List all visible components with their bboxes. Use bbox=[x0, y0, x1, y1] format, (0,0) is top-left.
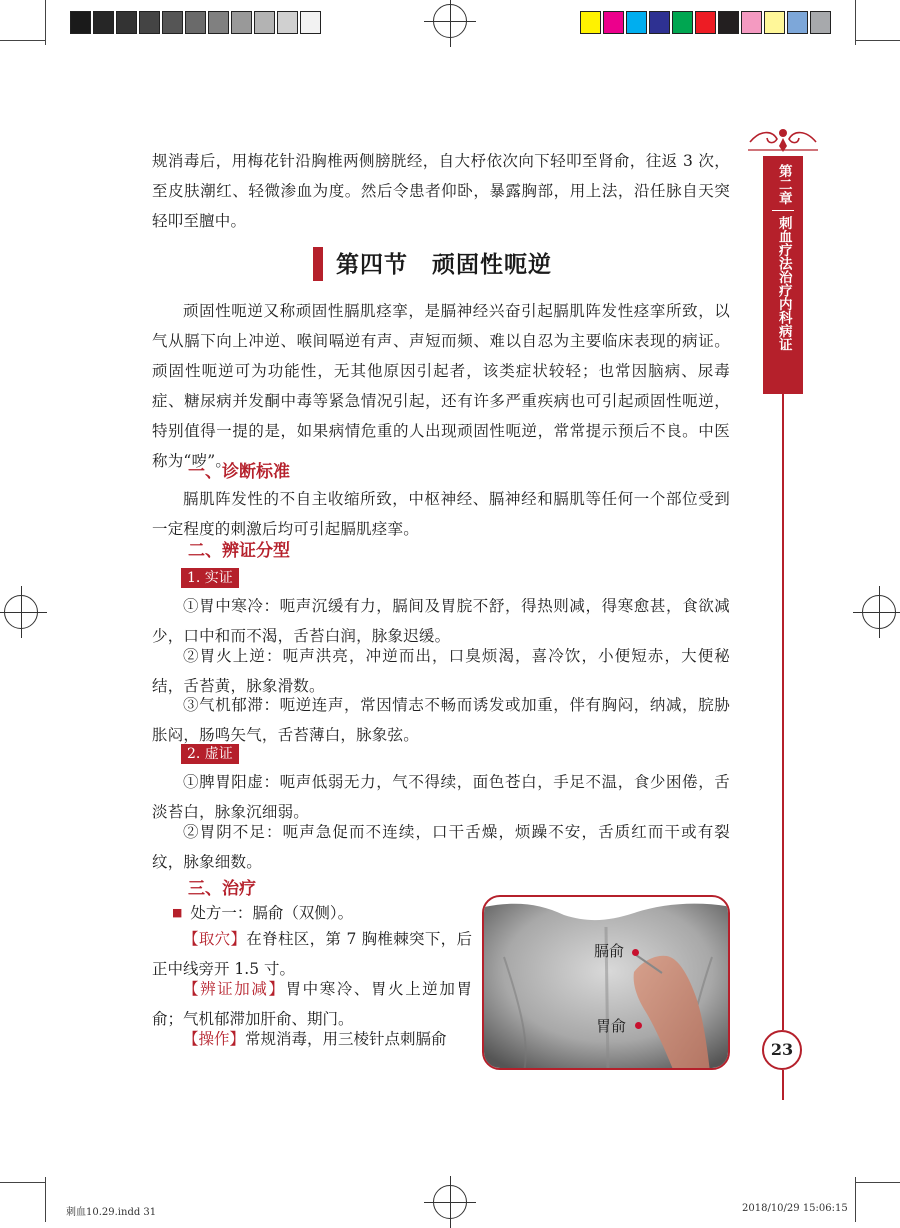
back-illustration bbox=[484, 897, 730, 1070]
gray-swatch bbox=[300, 11, 321, 34]
gray-swatch bbox=[162, 11, 183, 34]
gray-swatch bbox=[70, 11, 91, 34]
tag-excess-pattern: 1. 实证 bbox=[181, 568, 239, 588]
crop-mark bbox=[0, 40, 45, 41]
color-swatch bbox=[580, 11, 601, 34]
slug-timestamp: 2018/10/29 15:06:15 bbox=[742, 1203, 848, 1214]
color-swatch bbox=[718, 11, 739, 34]
color-swatch bbox=[672, 11, 693, 34]
registration-mark bbox=[433, 1185, 467, 1219]
registration-mark bbox=[862, 595, 896, 629]
page-number: 23 bbox=[762, 1030, 802, 1070]
heading-diagnosis: 一、诊断标准 bbox=[188, 462, 290, 482]
crop-mark bbox=[855, 1182, 900, 1183]
color-swatch bbox=[603, 11, 624, 34]
slug-filename: 刺血10.29.indd 31 bbox=[66, 1207, 157, 1218]
diagnosis-paragraph: 膈肌阵发性的不自主收缩所致，中枢神经、膈神经和膈肌等任何一个部位受到一定程度的刺激后均可引起膈肌痉挛。 bbox=[152, 490, 730, 538]
color-swatch bbox=[810, 11, 831, 34]
color-swatch bbox=[787, 11, 808, 34]
geshu-point-icon bbox=[632, 949, 639, 956]
gray-swatch bbox=[254, 11, 275, 34]
crop-mark bbox=[45, 0, 46, 45]
gray-swatch bbox=[116, 11, 137, 34]
crop-mark bbox=[855, 40, 900, 41]
gray-swatch bbox=[139, 11, 160, 34]
color-swatch bbox=[741, 11, 762, 34]
color-swatch bbox=[695, 11, 716, 34]
chapter-rule bbox=[782, 394, 784, 1030]
top-paragraph: 规消毒后，用梅花针沿胸椎两侧膀胱经，自大杼依次向下轻叩至肾俞，往返 3 次，至皮肤潮红、轻微渗血为度。然后令患者仰卧，暴露胸部，用上法，沿任脉自天突轻叩至膻中。 bbox=[152, 152, 730, 230]
excess-item-1: ①胃中寒冷：呃声沉缓有力，膈间及胃脘不舒，得热则减，得寒愈甚，食欲减少，口中和而不渴，舌苔白润，脉象迟缓。 bbox=[152, 597, 730, 645]
operation-label: 【操作】 bbox=[183, 1030, 246, 1048]
chapter-number: 第二章 bbox=[775, 164, 792, 205]
bullet-icon: ■ bbox=[172, 906, 183, 919]
acupoint-text: 在脊柱区，第 7 胸椎棘突下，后正中线旁开 1.5 寸。 bbox=[152, 930, 472, 978]
deficiency-item-2: ②胃阴不足：呃声急促而不连续，口干舌燥，烦躁不安，舌质红而干或有裂纹，脉象细数。 bbox=[152, 823, 730, 871]
gray-swatch bbox=[231, 11, 252, 34]
prescription-line bbox=[172, 900, 353, 926]
weishu-point-icon bbox=[635, 1022, 642, 1029]
modify-text: 胃中寒冷、胃火上逆加胃俞；气机郁滞加肝俞、期门。 bbox=[152, 980, 472, 1028]
crop-mark bbox=[855, 1177, 856, 1222]
acupoint-photo bbox=[482, 895, 730, 1070]
chapter-rule bbox=[782, 1070, 784, 1100]
label-geshu: 膈俞 bbox=[594, 942, 625, 960]
gray-swatch bbox=[277, 11, 298, 34]
crop-mark bbox=[45, 1177, 46, 1222]
label-weishu: 胃俞 bbox=[596, 1017, 627, 1035]
excess-item-2: ②胃火上逆：呃声洪亮，冲逆而出，口臭烦渴，喜冷饮，小便短赤，大便秘结，舌苔黄，脉象滑数。 bbox=[152, 647, 730, 695]
registration-mark bbox=[4, 595, 38, 629]
color-swatch bbox=[626, 11, 647, 34]
prescription-title: 处方一：膈俞（双侧）。 bbox=[190, 904, 354, 922]
color-swatch bbox=[764, 11, 785, 34]
operation-text: 常规消毒，用三棱针点刺膈俞 bbox=[245, 1030, 447, 1048]
color-swatch bbox=[649, 11, 670, 34]
acupoint-label: 【取穴】 bbox=[183, 930, 247, 948]
section-title-bar bbox=[313, 247, 323, 281]
operation-paragraph bbox=[152, 1024, 472, 1054]
tag-deficiency-pattern: 2. 虚证 bbox=[181, 744, 239, 764]
excess-item-3: ③气机郁滞：呃逆连声，常因情志不畅而诱发或加重，伴有胸闷，纳减，脘胁胀闷，肠鸣矢气，舌苔薄白，脉象弦。 bbox=[152, 696, 730, 744]
chapter-tab bbox=[763, 156, 803, 394]
chapter-title: 刺血疗法治疗内科病证 bbox=[775, 215, 792, 351]
heading-treatment: 三、治疗 bbox=[188, 879, 256, 899]
deficiency-item-1: ①脾胃阳虚：呃声低弱无力，气不得续，面色苍白，手足不温，食少困倦，舌淡苔白，脉象沉细弱。 bbox=[152, 773, 730, 821]
modify-label: 【辨证加减】 bbox=[183, 980, 286, 998]
gray-swatch bbox=[93, 11, 114, 34]
crop-mark bbox=[0, 1182, 45, 1183]
ornament-icon bbox=[744, 124, 822, 154]
gray-swatch bbox=[185, 11, 206, 34]
heading-pattern-types: 二、辨证分型 bbox=[188, 541, 290, 561]
gray-swatch bbox=[208, 11, 229, 34]
intro-paragraph: 顽固性呃逆又称顽固性膈肌痉挛，是膈神经兴奋引起膈肌阵发性痉挛所致，以气从膈下向上冲逆、喉间嗝逆有声、声短而频、难以自忍为主要临床表现的病证。顽固性呃逆可为功能性，无其他原因引起者，该类症状较轻；也常因脑病、尿毒症、糖尿病并发酮中毒等紧急情况引起，还有许多严重疾病也可引起顽固性呃逆，特别值得一提的是，如果病情危重的人出现顽固性呃逆，常常提示预后不良。中医称为“哕”。 bbox=[152, 302, 730, 470]
crop-mark bbox=[855, 0, 856, 45]
tab-divider bbox=[772, 210, 794, 211]
section-title: 第四节 顽固性呃逆 bbox=[336, 252, 552, 278]
registration-mark bbox=[433, 4, 467, 38]
